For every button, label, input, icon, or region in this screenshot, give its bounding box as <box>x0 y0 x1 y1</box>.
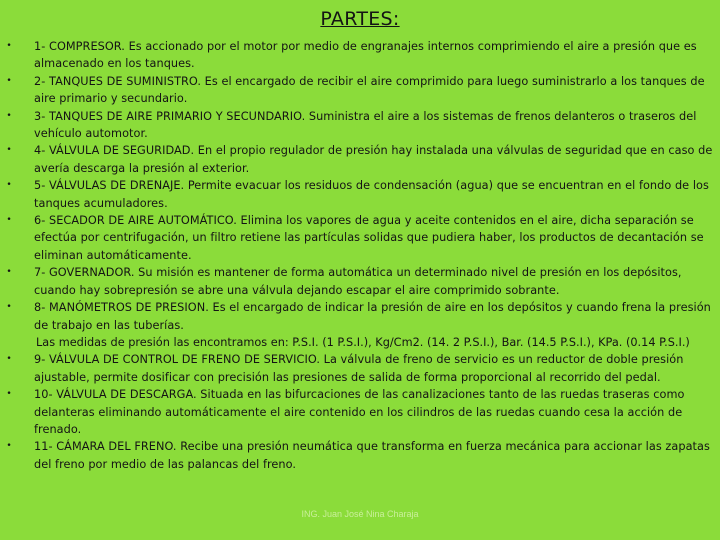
list-item <box>4 264 716 299</box>
list-item-text: 9- VÁLVULA DE CONTROL DE FRENO DE SERVICIO. La válvula de freno de servicio es un reductor de doble presión ajustable, permite dosificar con precisión las presiones de salida de forma proporcional al recorrido del pedal. <box>34 353 684 384</box>
pressure-units-note: Las medidas de presión las encontramos en: P.S.I. (1 P.S.I.), Kg/Cm2. (14. 2 P.S.I.), Bar. (14.5 P.S.I.), KPa. (0.14 P.S.I.) <box>36 335 690 349</box>
list-item-text: 8- MANÓMETROS DE PRESION. Es el encargado de indicar la presión de aire en los depósitos y cuando frena la presión de trabajo en las tuberías. <box>34 301 711 332</box>
bullet-icon: • <box>6 441 12 452</box>
list-item-text: 5- VÁLVULAS DE DRENAJE. Permite evacuar los residuos de condensación (agua) que se encuentran en el fondo de los tanques acumuladores. <box>34 179 709 210</box>
bullet-icon: • <box>6 75 12 86</box>
list-item-text: 10- VÁLVULA DE DESCARGA. Situada en las bifurcaciones de las canalizaciones tanto de las ruedas traseras como delanteras eliminando automáticamente el aire contenido en los cilindros de las ruedas cuando cesa la acción de frenado. <box>34 388 685 436</box>
list-item <box>4 299 716 334</box>
bullet-icon: • <box>6 110 12 121</box>
list-item-text: 4- VÁLVULA DE SEGURIDAD. En el propio regulador de presión hay instalada una válvulas de seguridad que en caso de avería descarga la presión al exterior. <box>34 144 713 175</box>
bullet-icon: • <box>6 215 12 226</box>
list-item-text: 7- GOVERNADOR. Su misión es mantener de forma automática un determinado nivel de presión en los depósitos, cuando hay sobrepresión se abre una válvula dejando escapar el aire comprimido sobrante. <box>34 266 682 297</box>
bullet-icon: • <box>6 389 12 400</box>
list-item <box>4 177 716 212</box>
list-item-text: 6- SECADOR DE AIRE AUTOMÁTICO. Elimina los vapores de agua y aceite contenidos en el aire, dicha separación se efectúa por centrifugación, un filtro retiene las partículas solidas que pudiera haber, los productos de decantación se eliminan automáticamente. <box>34 214 704 262</box>
list-item <box>4 212 716 264</box>
list-item <box>4 38 716 73</box>
list-item-text: 1- COMPRESOR. Es accionado por el motor por medio de engranajes internos comprimiendo el aire a presión que es almacenado en los tanques. <box>34 40 697 71</box>
list-item-text: 2- TANQUES DE SUMINISTRO. Es el encargado de recibir el aire comprimido para luego suministrarlo a los tanques de aire primario y secundario. <box>34 74 705 106</box>
list-item <box>4 108 716 143</box>
bullet-icon: • <box>6 145 12 156</box>
bullet-icon: • <box>6 302 12 313</box>
slide-title: PARTES: <box>320 8 400 30</box>
list-item <box>4 351 716 386</box>
list-item-text: 11- CÁMARA DEL FRENO. Recibe una presión neumática que transforma en fuerza mecánica para accionar las zapatas del freno por medio de las palancas del freno. <box>34 440 710 471</box>
list-item-text: 3- TANQUES DE AIRE PRIMARIO Y SECUNDARIO. Suministra el aire a los sistemas de frenos delanteros o traseros del vehículo automotor. <box>34 109 697 141</box>
bullet-icon: • <box>6 41 12 51</box>
bullet-icon: • <box>6 267 12 278</box>
list-item <box>4 142 716 177</box>
bullet-icon: • <box>6 354 12 365</box>
parts-list <box>4 38 716 473</box>
list-item <box>4 438 716 473</box>
list-item <box>4 73 716 108</box>
author-footer: ING. Juan José Nina Charaja <box>301 509 419 519</box>
bullet-icon: • <box>6 180 12 191</box>
list-item <box>4 386 716 438</box>
